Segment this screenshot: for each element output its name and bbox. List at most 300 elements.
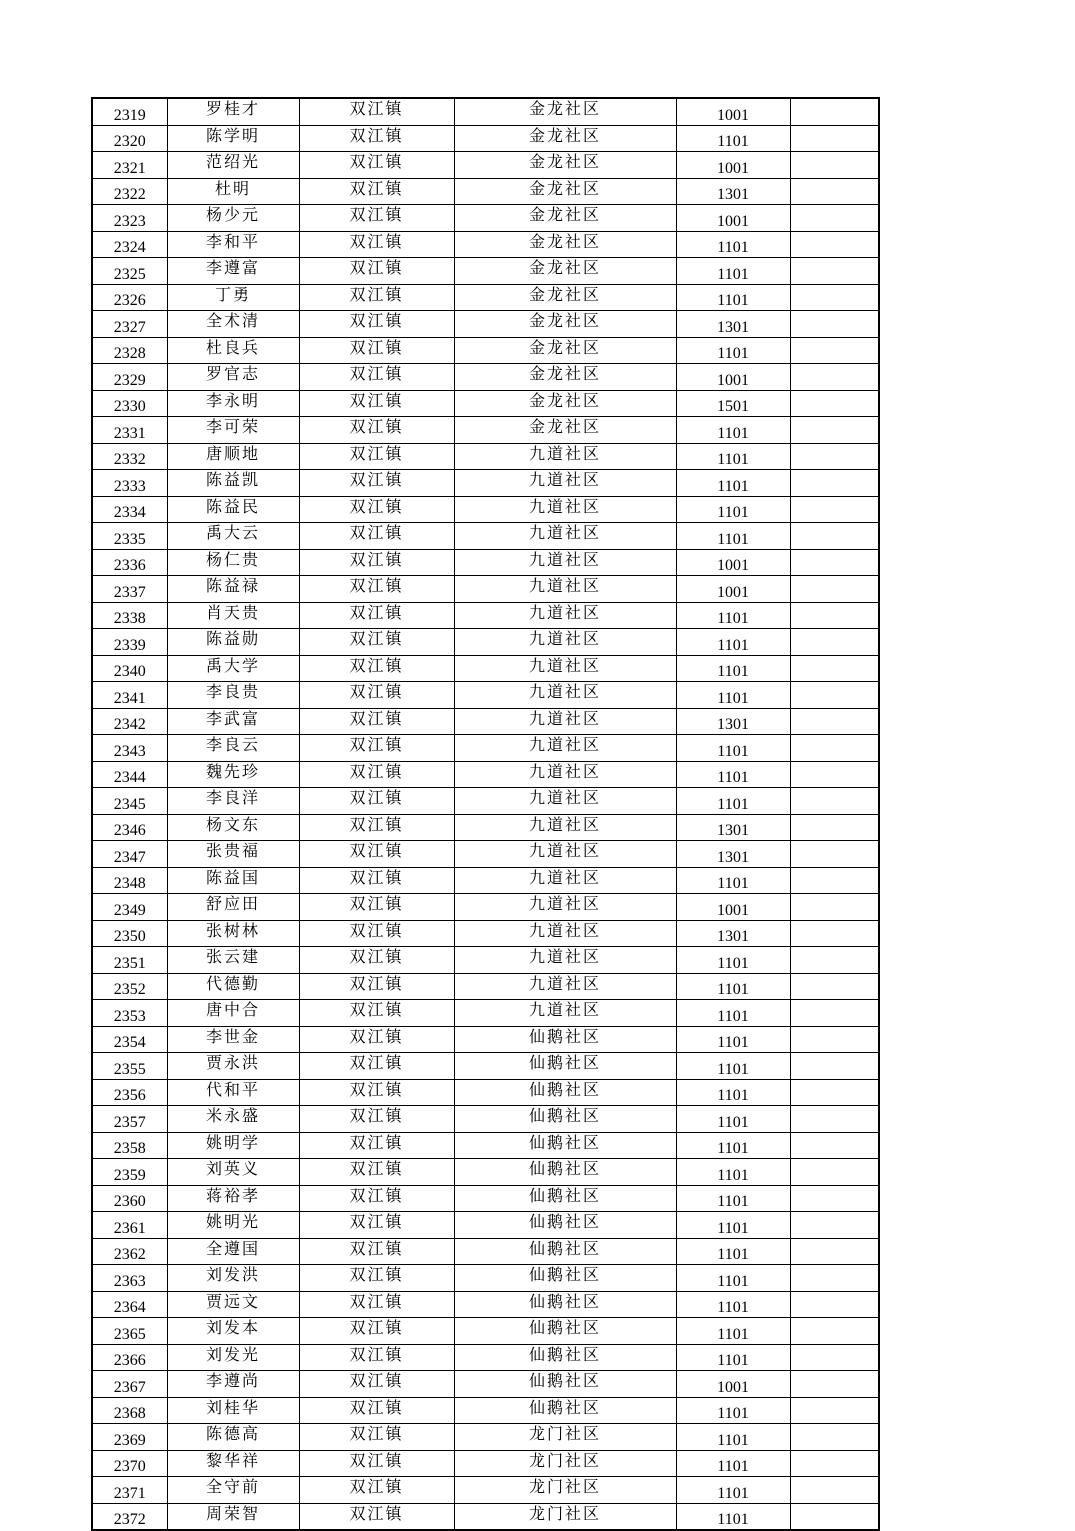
name-cell: 唐顺地 — [167, 443, 299, 470]
name-cell: 米永盛 — [167, 1106, 299, 1133]
community-cell: 九道社区 — [454, 523, 676, 550]
code-cell: 1001 — [676, 364, 790, 391]
code-cell: 1101 — [676, 523, 790, 550]
table-row — [92, 1291, 879, 1318]
code-cell: 1101 — [676, 947, 790, 974]
name-cell: 肖天贵 — [167, 602, 299, 629]
community-cell: 龙门社区 — [454, 1424, 676, 1451]
table-row — [92, 1053, 879, 1080]
extra-cell — [790, 417, 879, 444]
name-cell: 全守前 — [167, 1477, 299, 1504]
table-row — [92, 178, 879, 205]
code-cell: 1101 — [676, 1450, 790, 1477]
town-cell: 双江镇 — [299, 1053, 454, 1080]
community-cell: 九道社区 — [454, 549, 676, 576]
code-cell: 1101 — [676, 1318, 790, 1345]
table-row — [92, 947, 879, 974]
table-row — [92, 470, 879, 497]
row-number-cell: 2340 — [92, 655, 167, 682]
town-cell: 双江镇 — [299, 1291, 454, 1318]
name-cell: 贾永洪 — [167, 1053, 299, 1080]
row-number-cell: 2324 — [92, 231, 167, 258]
name-cell: 代和平 — [167, 1079, 299, 1106]
row-number-cell: 2322 — [92, 178, 167, 205]
extra-cell — [790, 178, 879, 205]
town-cell: 双江镇 — [299, 655, 454, 682]
name-cell: 杨文东 — [167, 814, 299, 841]
table-row — [92, 284, 879, 311]
community-cell: 九道社区 — [454, 576, 676, 603]
extra-cell — [790, 470, 879, 497]
table-row — [92, 1212, 879, 1239]
row-number-cell: 2370 — [92, 1450, 167, 1477]
town-cell: 双江镇 — [299, 920, 454, 947]
town-cell: 双江镇 — [299, 284, 454, 311]
community-cell: 九道社区 — [454, 867, 676, 894]
name-cell: 张贵福 — [167, 841, 299, 868]
community-cell: 金龙社区 — [454, 205, 676, 232]
extra-cell — [790, 920, 879, 947]
community-cell: 九道社区 — [454, 629, 676, 656]
community-cell: 金龙社区 — [454, 390, 676, 417]
extra-cell — [790, 1026, 879, 1053]
row-number-cell: 2356 — [92, 1079, 167, 1106]
code-cell: 1101 — [676, 337, 790, 364]
community-cell: 仙鹅社区 — [454, 1238, 676, 1265]
table-row — [92, 311, 879, 338]
community-cell: 金龙社区 — [454, 311, 676, 338]
row-number-cell: 2345 — [92, 788, 167, 815]
row-number-cell: 2323 — [92, 205, 167, 232]
town-cell: 双江镇 — [299, 390, 454, 417]
town-cell: 双江镇 — [299, 894, 454, 921]
table-row — [92, 602, 879, 629]
row-number-cell: 2344 — [92, 761, 167, 788]
table-row — [92, 735, 879, 762]
extra-cell — [790, 576, 879, 603]
name-cell: 李良贵 — [167, 682, 299, 709]
code-cell: 1101 — [676, 1424, 790, 1451]
town-cell: 双江镇 — [299, 549, 454, 576]
row-number-cell: 2325 — [92, 258, 167, 285]
row-number-cell: 2361 — [92, 1212, 167, 1239]
community-cell: 九道社区 — [454, 470, 676, 497]
town-cell: 双江镇 — [299, 470, 454, 497]
table-row — [92, 1159, 879, 1186]
name-cell: 陈益国 — [167, 867, 299, 894]
community-cell: 仙鹅社区 — [454, 1397, 676, 1424]
table-row — [92, 390, 879, 417]
code-cell: 1001 — [676, 98, 790, 125]
row-number-cell: 2348 — [92, 867, 167, 894]
row-number-cell: 2351 — [92, 947, 167, 974]
code-cell: 1101 — [676, 1106, 790, 1133]
town-cell: 双江镇 — [299, 1106, 454, 1133]
extra-cell — [790, 98, 879, 125]
row-number-cell: 2346 — [92, 814, 167, 841]
name-cell: 李世金 — [167, 1026, 299, 1053]
community-cell: 仙鹅社区 — [454, 1185, 676, 1212]
code-cell: 1101 — [676, 1344, 790, 1371]
town-cell: 双江镇 — [299, 443, 454, 470]
code-cell: 1001 — [676, 205, 790, 232]
town-cell: 双江镇 — [299, 761, 454, 788]
extra-cell — [790, 708, 879, 735]
code-cell: 1101 — [676, 284, 790, 311]
extra-cell — [790, 152, 879, 179]
town-cell: 双江镇 — [299, 178, 454, 205]
extra-cell — [790, 1503, 879, 1530]
community-cell: 九道社区 — [454, 655, 676, 682]
code-cell: 1001 — [676, 152, 790, 179]
extra-cell — [790, 761, 879, 788]
table-row — [92, 549, 879, 576]
extra-cell — [790, 1397, 879, 1424]
name-cell: 李和平 — [167, 231, 299, 258]
code-cell: 1101 — [676, 735, 790, 762]
name-cell: 丁勇 — [167, 284, 299, 311]
extra-cell — [790, 867, 879, 894]
row-number-cell: 2320 — [92, 125, 167, 152]
name-cell: 罗官志 — [167, 364, 299, 391]
town-cell: 双江镇 — [299, 311, 454, 338]
table-row — [92, 258, 879, 285]
name-cell: 陈益凯 — [167, 470, 299, 497]
town-cell: 双江镇 — [299, 98, 454, 125]
name-cell: 禹大云 — [167, 523, 299, 550]
extra-cell — [790, 1212, 879, 1239]
table-row — [92, 1000, 879, 1027]
row-number-cell: 2343 — [92, 735, 167, 762]
community-cell: 金龙社区 — [454, 364, 676, 391]
community-cell: 九道社区 — [454, 947, 676, 974]
code-cell: 1101 — [676, 496, 790, 523]
town-cell: 双江镇 — [299, 867, 454, 894]
community-cell: 九道社区 — [454, 1000, 676, 1027]
row-number-cell: 2327 — [92, 311, 167, 338]
code-cell: 1101 — [676, 258, 790, 285]
code-cell: 1301 — [676, 311, 790, 338]
name-cell: 杜明 — [167, 178, 299, 205]
name-cell: 李良云 — [167, 735, 299, 762]
name-cell: 刘桂华 — [167, 1397, 299, 1424]
extra-cell — [790, 311, 879, 338]
code-cell: 1101 — [676, 1291, 790, 1318]
name-cell: 姚明光 — [167, 1212, 299, 1239]
community-cell: 九道社区 — [454, 735, 676, 762]
code-cell: 1101 — [676, 125, 790, 152]
community-cell: 仙鹅社区 — [454, 1053, 676, 1080]
code-cell: 1101 — [676, 682, 790, 709]
name-cell: 刘英义 — [167, 1159, 299, 1186]
extra-cell — [790, 1000, 879, 1027]
table-row — [92, 205, 879, 232]
table-row — [92, 920, 879, 947]
extra-cell — [790, 205, 879, 232]
extra-cell — [790, 1291, 879, 1318]
town-cell: 双江镇 — [299, 1238, 454, 1265]
extra-cell — [790, 841, 879, 868]
community-cell: 九道社区 — [454, 920, 676, 947]
extra-cell — [790, 814, 879, 841]
row-number-cell: 2350 — [92, 920, 167, 947]
row-number-cell: 2336 — [92, 549, 167, 576]
extra-cell — [790, 1318, 879, 1345]
town-cell: 双江镇 — [299, 337, 454, 364]
name-cell: 杨少元 — [167, 205, 299, 232]
table-row — [92, 1450, 879, 1477]
town-cell: 双江镇 — [299, 1079, 454, 1106]
extra-cell — [790, 973, 879, 1000]
extra-cell — [790, 125, 879, 152]
name-cell: 姚明学 — [167, 1132, 299, 1159]
row-number-cell: 2365 — [92, 1318, 167, 1345]
row-number-cell: 2341 — [92, 682, 167, 709]
community-cell: 仙鹅社区 — [454, 1265, 676, 1292]
community-cell: 金龙社区 — [454, 231, 676, 258]
community-cell: 仙鹅社区 — [454, 1344, 676, 1371]
name-cell: 代德勤 — [167, 973, 299, 1000]
extra-cell — [790, 1477, 879, 1504]
row-number-cell: 2331 — [92, 417, 167, 444]
table-row — [92, 1477, 879, 1504]
name-cell: 陈学明 — [167, 125, 299, 152]
name-cell: 黎华祥 — [167, 1450, 299, 1477]
name-cell: 舒应田 — [167, 894, 299, 921]
table-row — [92, 1503, 879, 1530]
row-number-cell: 2342 — [92, 708, 167, 735]
name-cell: 全术清 — [167, 311, 299, 338]
code-cell: 1001 — [676, 576, 790, 603]
table-row — [92, 364, 879, 391]
name-cell: 蒋裕孝 — [167, 1185, 299, 1212]
table-row — [92, 973, 879, 1000]
row-number-cell: 2334 — [92, 496, 167, 523]
name-cell: 刘发光 — [167, 1344, 299, 1371]
row-number-cell: 2347 — [92, 841, 167, 868]
town-cell: 双江镇 — [299, 576, 454, 603]
row-number-cell: 2353 — [92, 1000, 167, 1027]
town-cell: 双江镇 — [299, 841, 454, 868]
community-cell: 仙鹅社区 — [454, 1079, 676, 1106]
extra-cell — [790, 364, 879, 391]
code-cell: 1101 — [676, 602, 790, 629]
name-cell: 李永明 — [167, 390, 299, 417]
town-cell: 双江镇 — [299, 523, 454, 550]
town-cell: 双江镇 — [299, 947, 454, 974]
name-cell: 李武富 — [167, 708, 299, 735]
table-row — [92, 125, 879, 152]
row-number-cell: 2363 — [92, 1265, 167, 1292]
extra-cell — [790, 284, 879, 311]
community-cell: 九道社区 — [454, 443, 676, 470]
extra-cell — [790, 1424, 879, 1451]
extra-cell — [790, 390, 879, 417]
community-cell: 仙鹅社区 — [454, 1212, 676, 1239]
row-number-cell: 2328 — [92, 337, 167, 364]
table-row — [92, 1371, 879, 1398]
extra-cell — [790, 1371, 879, 1398]
table-row — [92, 1344, 879, 1371]
table-row — [92, 655, 879, 682]
row-number-cell: 2368 — [92, 1397, 167, 1424]
table-row — [92, 576, 879, 603]
table-row — [92, 761, 879, 788]
town-cell: 双江镇 — [299, 1026, 454, 1053]
extra-cell — [790, 1265, 879, 1292]
table-row — [92, 496, 879, 523]
town-cell: 双江镇 — [299, 1503, 454, 1530]
community-cell: 九道社区 — [454, 496, 676, 523]
table-row — [92, 417, 879, 444]
community-cell: 仙鹅社区 — [454, 1159, 676, 1186]
row-number-cell: 2366 — [92, 1344, 167, 1371]
extra-cell — [790, 231, 879, 258]
town-cell: 双江镇 — [299, 125, 454, 152]
name-cell: 张树林 — [167, 920, 299, 947]
town-cell: 双江镇 — [299, 496, 454, 523]
town-cell: 双江镇 — [299, 1159, 454, 1186]
row-number-cell: 2352 — [92, 973, 167, 1000]
row-number-cell: 2338 — [92, 602, 167, 629]
table-row — [92, 814, 879, 841]
town-cell: 双江镇 — [299, 417, 454, 444]
community-cell: 金龙社区 — [454, 337, 676, 364]
code-cell: 1101 — [676, 1132, 790, 1159]
table-row — [92, 1026, 879, 1053]
extra-cell — [790, 894, 879, 921]
table-row — [92, 788, 879, 815]
code-cell: 1101 — [676, 788, 790, 815]
extra-cell — [790, 337, 879, 364]
code-cell: 1301 — [676, 920, 790, 947]
extra-cell — [790, 1450, 879, 1477]
community-cell: 仙鹅社区 — [454, 1318, 676, 1345]
town-cell: 双江镇 — [299, 1212, 454, 1239]
town-cell: 双江镇 — [299, 231, 454, 258]
code-cell: 1101 — [676, 1026, 790, 1053]
name-cell: 李良洋 — [167, 788, 299, 815]
community-cell: 九道社区 — [454, 761, 676, 788]
community-cell: 九道社区 — [454, 682, 676, 709]
table-row — [92, 1238, 879, 1265]
name-cell: 周荣智 — [167, 1503, 299, 1530]
code-cell: 1301 — [676, 708, 790, 735]
row-number-cell: 2335 — [92, 523, 167, 550]
name-cell: 陈益勋 — [167, 629, 299, 656]
town-cell: 双江镇 — [299, 788, 454, 815]
community-cell: 九道社区 — [454, 894, 676, 921]
roster-table-body — [92, 98, 879, 1530]
extra-cell — [790, 1053, 879, 1080]
row-number-cell: 2359 — [92, 1159, 167, 1186]
table-row — [92, 337, 879, 364]
table-row — [92, 894, 879, 921]
code-cell: 1101 — [676, 1212, 790, 1239]
name-cell: 陈德高 — [167, 1424, 299, 1451]
code-cell: 1101 — [676, 470, 790, 497]
extra-cell — [790, 443, 879, 470]
name-cell: 杨仁贵 — [167, 549, 299, 576]
code-cell: 1101 — [676, 1477, 790, 1504]
town-cell: 双江镇 — [299, 1371, 454, 1398]
table-row — [92, 867, 879, 894]
code-cell: 1101 — [676, 1265, 790, 1292]
town-cell: 双江镇 — [299, 205, 454, 232]
code-cell: 1101 — [676, 1079, 790, 1106]
town-cell: 双江镇 — [299, 1132, 454, 1159]
town-cell: 双江镇 — [299, 1344, 454, 1371]
town-cell: 双江镇 — [299, 364, 454, 391]
code-cell: 1101 — [676, 443, 790, 470]
row-number-cell: 2319 — [92, 98, 167, 125]
extra-cell — [790, 1132, 879, 1159]
name-cell: 贾远文 — [167, 1291, 299, 1318]
community-cell: 金龙社区 — [454, 417, 676, 444]
code-cell: 1001 — [676, 894, 790, 921]
table-row — [92, 682, 879, 709]
row-number-cell: 2367 — [92, 1371, 167, 1398]
name-cell: 杜良兵 — [167, 337, 299, 364]
community-cell: 仙鹅社区 — [454, 1106, 676, 1133]
code-cell: 1301 — [676, 841, 790, 868]
row-number-cell: 2333 — [92, 470, 167, 497]
town-cell: 双江镇 — [299, 708, 454, 735]
code-cell: 1501 — [676, 390, 790, 417]
row-number-cell: 2358 — [92, 1132, 167, 1159]
table-row — [92, 1265, 879, 1292]
row-number-cell: 2354 — [92, 1026, 167, 1053]
name-cell: 全遵国 — [167, 1238, 299, 1265]
row-number-cell: 2332 — [92, 443, 167, 470]
table-row — [92, 98, 879, 125]
table-row — [92, 231, 879, 258]
table-row — [92, 1397, 879, 1424]
table-row — [92, 1424, 879, 1451]
code-cell: 1101 — [676, 1503, 790, 1530]
extra-cell — [790, 1106, 879, 1133]
extra-cell — [790, 602, 879, 629]
town-cell: 双江镇 — [299, 1424, 454, 1451]
code-cell: 1101 — [676, 973, 790, 1000]
extra-cell — [790, 258, 879, 285]
community-cell: 龙门社区 — [454, 1503, 676, 1530]
table-row — [92, 1132, 879, 1159]
table-row — [92, 523, 879, 550]
code-cell: 1101 — [676, 867, 790, 894]
code-cell: 1101 — [676, 417, 790, 444]
community-cell: 金龙社区 — [454, 258, 676, 285]
extra-cell — [790, 629, 879, 656]
code-cell: 1101 — [676, 1185, 790, 1212]
name-cell: 魏先珍 — [167, 761, 299, 788]
row-number-cell: 2360 — [92, 1185, 167, 1212]
code-cell: 1301 — [676, 178, 790, 205]
row-number-cell: 2339 — [92, 629, 167, 656]
community-cell: 金龙社区 — [454, 98, 676, 125]
extra-cell — [790, 735, 879, 762]
name-cell: 刘发本 — [167, 1318, 299, 1345]
row-number-cell: 2372 — [92, 1503, 167, 1530]
code-cell: 1101 — [676, 1000, 790, 1027]
community-cell: 金龙社区 — [454, 178, 676, 205]
extra-cell — [790, 496, 879, 523]
code-cell: 1101 — [676, 655, 790, 682]
table-row — [92, 708, 879, 735]
town-cell: 双江镇 — [299, 1185, 454, 1212]
community-cell: 九道社区 — [454, 708, 676, 735]
name-cell: 唐中合 — [167, 1000, 299, 1027]
